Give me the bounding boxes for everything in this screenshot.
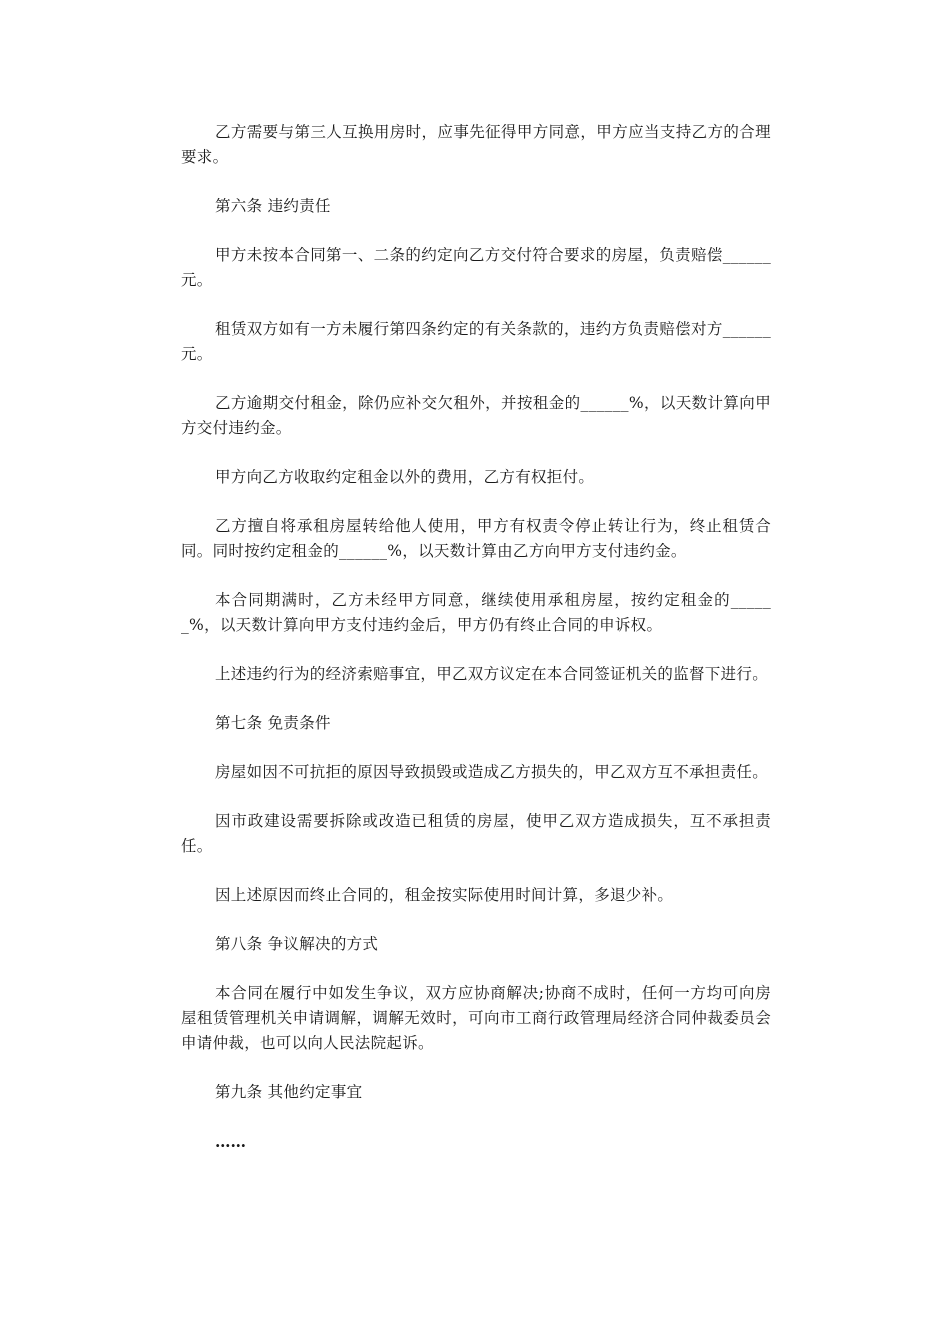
article-7-heading: 第七条 免责条件 (215, 714, 331, 732)
paragraph-late-rent-penalty: 乙方逾期交付租金，除仍应补交欠租外，并按租金的______%，以天数计算向甲方交付违约金。 (181, 394, 771, 437)
paragraph-dispute-resolution: 本合同在履行中如发生争议，双方应协商解决;协商不成时，任何一方均可向房屋租赁管理机关申请调解，调解无效时，可向市工商行政管理局经济合同仲裁委员会申请仲裁，也可以向人民法院起诉。 (181, 984, 771, 1052)
paragraph-extra-fees-refusal: 甲方向乙方收取约定租金以外的费用，乙方有权拒付。 (215, 468, 595, 486)
paragraph-municipal-construction: 因市政建设需要拆除或改造已租赁的房屋，使甲乙双方造成损失，互不承担责任。 (181, 812, 771, 855)
article-6-heading: 第六条 违约责任 (215, 197, 331, 215)
paragraph-article-4-breach: 租赁双方如有一方未履行第四条约定的有关条款的，违约方负责赔偿对方______元。 (181, 320, 771, 363)
paragraph-third-party-exchange: 乙方需要与第三人互换用房时，应事先征得甲方同意，甲方应当支持乙方的合理要求。 (181, 123, 771, 166)
paragraph-rent-settlement: 因上述原因而终止合同的，租金按实际使用时间计算，多退少补。 (215, 886, 674, 904)
paragraph-overstay-penalty: 本合同期满时，乙方未经甲方同意，继续使用承租房屋，按约定租金的______%，以天数计算向甲方支付违约金后，甲方仍有终止合同的申诉权。 (181, 591, 771, 634)
paragraph-party-a-delivery-breach: 甲方未按本合同第一、二条的约定向乙方交付符合要求的房屋，负责赔偿______元。 (181, 246, 771, 289)
paragraph-claims-supervision: 上述违约行为的经济索赔事宜，甲乙双方议定在本合同签证机关的监督下进行。 (215, 665, 769, 683)
document-page (181, 120, 771, 1154)
article-8-heading: 第八条 争议解决的方式 (215, 935, 379, 953)
paragraph-unauthorized-sublet: 乙方擅自将承租房屋转给他人使用，甲方有权责令停止转让行为，终止租赁合同。同时按约定租金的______%，以天数计算由乙方向甲方支付违约金。 (181, 517, 771, 560)
article-9-heading: 第九条 其他约定事宜 (215, 1083, 363, 1101)
paragraph-force-majeure: 房屋如因不可抗拒的原因导致损毁或造成乙方损失的，甲乙双方互不承担责任。 (215, 763, 769, 781)
ellipsis-continuation: …… (215, 1132, 246, 1151)
